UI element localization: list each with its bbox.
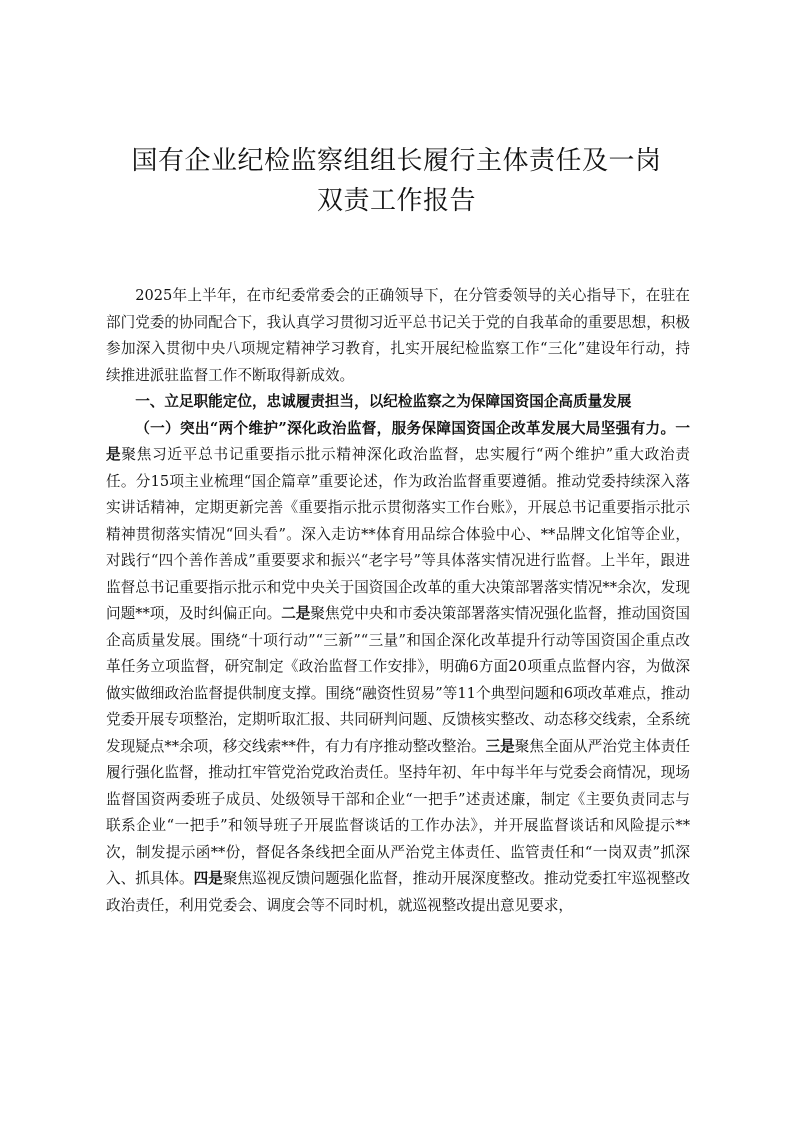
section-heading: 一、立足职能定位，忠诚履责担当，以纪检监察之为保障国资国企高质量发展 [135, 393, 632, 410]
intro-paragraph: 2025年上半年，在市纪委常委会的正确领导下，在分管委领导的关心指导下，在驻在部门党委的协同配合下，我认真学习贯彻习近平总书记关于党的自我革命的重要思想，积极参加深入贯彻中央八项规定精神学习教育，扎实开展纪检监察工作“三化”建设年行动，持续推进派驻监督工作不断取得新成效。 [106, 287, 690, 384]
point-4-text: 聚焦巡视反馈问题强化监督，推动开展深度整改。推动党委扛牢巡视整改政治责任，利用党委会、调度会等不同时机，就巡视整改提出意见要求， [106, 870, 690, 914]
point-3-text: 聚焦全面从严治党主体责任履行强化监督，推动扛牢管党治党政治责任。坚持年初、年中每半年与党委会商情况，现场监督国资两委班子成员、处级领导干部和企业“一把手”述责述廉，制定《主要负责同志与联系企业“一把手”和领导班子开展监督谈话的工作办法》，并开展监督谈话和风险提示**次，制发提示函**份，督促各条线把全面从严治党主体责任、监管责任和“一岗双责”抓深入、抓具体。 [106, 737, 690, 887]
point-2-label: 二是 [281, 605, 311, 622]
point-1-label: 一是 [106, 419, 690, 463]
point-2-text: 聚焦党中央和市委决策部署落实情况强化监督，推动国资国企高质量发展。围绕“十项行动”“三新”“三量”和国企深化改革提升行动等国资国企重点改革任务立项监督，研究制定《政治监督工作安排》，明确6方面20项重点监督内容，为做深做实做细政治监督提供制度支撑。围绕“融资性贸易”等11个典型问题和6项改革难点，推动党委开展专项整治，定期听取汇报、共同研判问题、反馈核实整改、动态移交线索，全系统发现疑点**余项，移交线索**件，有力有序推动整改整治。 [106, 605, 690, 755]
subsection-paragraph [106, 416, 690, 920]
subsection-heading: （一）突出“两个维护”深化政治监督，服务保障国资国企改革发展大局坚强有力。 [135, 419, 676, 437]
title-line-1: 国有企业纪检监察组组长履行主体责任及一岗 [131, 146, 662, 176]
document-title [90, 141, 703, 221]
point-4-label: 四是 [193, 870, 223, 887]
point-1-text: 聚焦习近平总书记重要指示批示精神深化政治监督，忠实履行“两个维护”重大政治责任。分15项主业梳理“国企篇章”重要论述，作为政治监督重要遵循。推动党委持续深入落实讲话精神，定期更新完善《重要指示批示贯彻落实工作台账》，开展总书记重要指示批示精神贯彻落实情况“回头看”。深入走访**体育用品综合体验中心、**品牌文化馆等企业，对践行“四个善作善成”重要要求和振兴“老字号”等具体落实情况进行监督。上半年，跟进监督总书记重要指示批示和党中央关于国资国企改革的重大决策部署落实情况**余次，发现问题**项，及时纠偏正向。 [106, 446, 690, 622]
title-line-2: 双责工作报告 [316, 186, 476, 216]
point-3-label: 三是 [485, 737, 515, 755]
document-body [106, 283, 690, 919]
